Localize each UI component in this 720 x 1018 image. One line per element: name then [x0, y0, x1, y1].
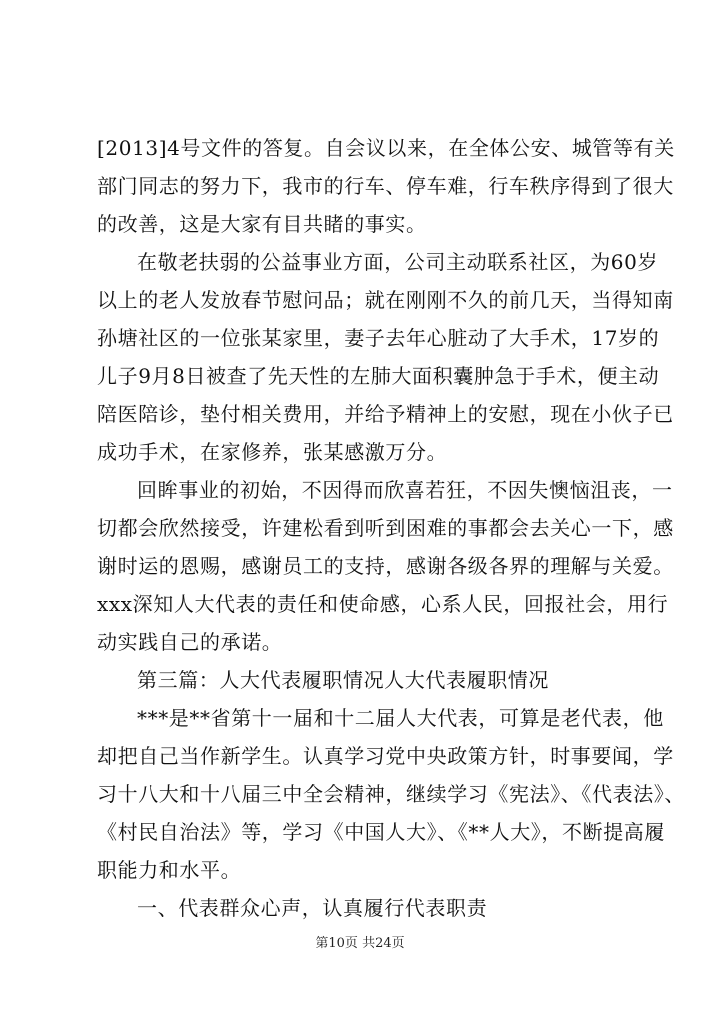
page-footer: 第10页 共24页 — [315, 936, 405, 951]
body-line: 习十八大和十八届三中全会精神，继续学习《宪法》、《代表法》、 — [97, 782, 685, 806]
body-line: 以上的老人发放春节慰问品；就在刚刚不久的前几天，当得知南 — [97, 288, 674, 312]
body-line: 却把自己当作新学生。认真学习党中央政策方针，时事要闻，学 — [97, 744, 674, 768]
body-line: ***是**省第十一届和十二届人大代表，可算是老代表，他 — [137, 706, 664, 730]
body-line: 切都会欣然接受，许建松看到听到困难的事都会去关心一下，感 — [97, 516, 674, 540]
subsection-heading: 一、代表群众心声，认真履行代表职责 — [137, 896, 488, 920]
body-line: 回眸事业的初始，不因得而欣喜若狂，不因失懊恼沮丧，一 — [137, 478, 673, 502]
body-line: 的改善，这是大家有目共睹的事实。 — [97, 212, 427, 236]
body-line: 部门同志的努力下，我市的行车、停车难，行车秩序得到了很大 — [97, 174, 674, 198]
body-line: 动实践自己的承诺。 — [97, 630, 283, 654]
body-line: 孙塘社区的一位张某家里，妻子去年心脏动了大手术，17岁的 — [97, 326, 660, 350]
body-line: 谢时运的恩赐，感谢员工的支持，感谢各级各界的理解与关爱。 — [97, 554, 674, 578]
body-line: 成功手术，在家修养，张某感激万分。 — [97, 440, 448, 464]
body-line: 职能力和水平。 — [97, 858, 242, 882]
body-line: [2013]4号文件的答复。自会议以来，在全体公安、城管等有关 — [97, 136, 675, 160]
body-line: 儿子9月8日被查了先天性的左肺大面积囊肿急于手术，便主动 — [97, 364, 660, 388]
body-line: 《村民自治法》等，学习《中国人大》、《**人大》，不断提高履 — [97, 820, 665, 844]
body-line: 陪医陪诊，垫付相关费用，并给予精神上的安慰，现在小伙子已 — [97, 402, 674, 426]
section-heading: 第三篇：人大代表履职情况人大代表履职情况 — [137, 668, 549, 692]
body-line: 在敬老扶弱的公益事业方面，公司主动联系社区，为60岁 — [137, 250, 659, 274]
body-line: xxx深知人大代表的责任和使命感，心系人民，回报社会，用行 — [97, 592, 669, 616]
